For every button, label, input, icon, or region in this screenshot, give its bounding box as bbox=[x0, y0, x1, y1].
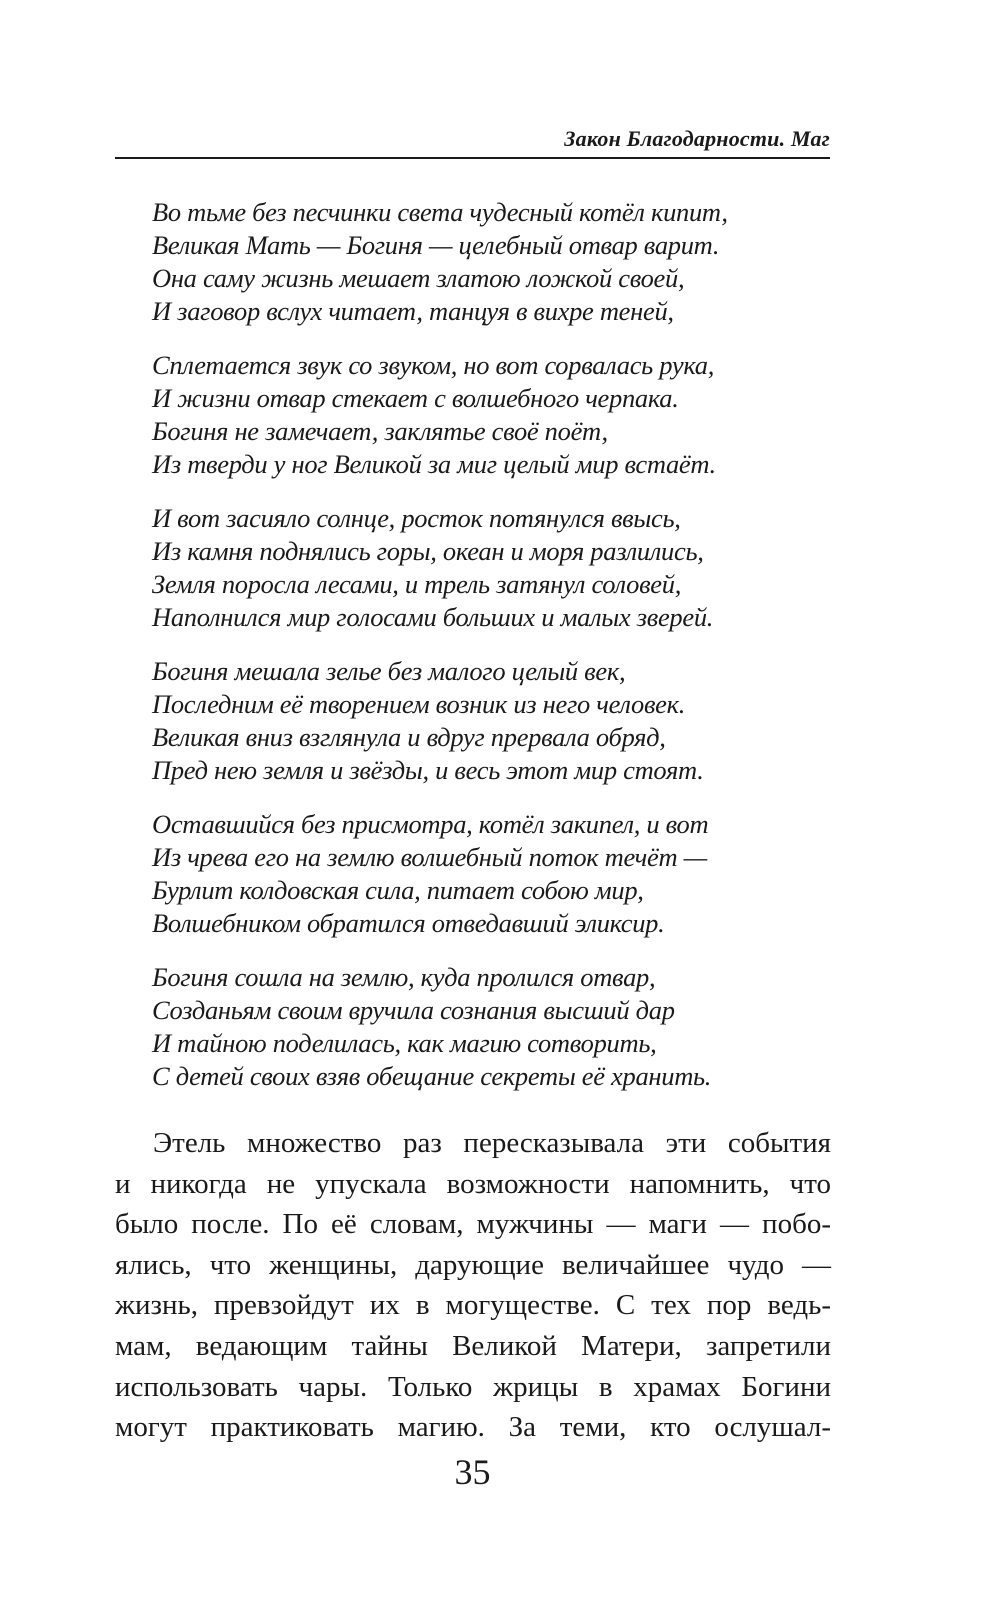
poem-stanza bbox=[152, 349, 812, 481]
prose-line: жизнь, превзойдут их в могуществе. С тех пор ведь- bbox=[115, 1289, 831, 1322]
poem-line: Великая Мать — Богиня — целебный отвар варит. bbox=[152, 230, 720, 260]
header-rule bbox=[115, 157, 830, 159]
poem-line: Оставшийся без присмотра, котёл закипел, и вот bbox=[152, 809, 709, 839]
poem-line: Из тверди у ног Великой за миг целый мир встаёт. bbox=[152, 449, 716, 479]
poem-line: Сплетается звук со звуком, но вот сорвалась рука, bbox=[152, 350, 715, 380]
poem-line: Во тьме без песчинки света чудесный котёл кипит, bbox=[152, 197, 728, 227]
page-number: 35 bbox=[454, 1452, 491, 1492]
poem-line: Она саму жизнь мешает златою ложкой своей, bbox=[152, 263, 685, 293]
poem-line: И тайною поделилась, как магию сотворить, bbox=[152, 1028, 657, 1058]
poem-stanza bbox=[152, 502, 812, 634]
poem-stanza bbox=[152, 808, 812, 940]
poem-line: Земля поросла лесами, и трель затянул соловей, bbox=[152, 569, 682, 599]
poem-line: Из чрева его на землю волшебный поток течёт — bbox=[152, 842, 707, 872]
poem-stanza bbox=[152, 196, 812, 328]
poem-line: Пред нею земля и звёзды, и весь этот мир стоят. bbox=[152, 755, 704, 785]
poem-line: Богиня не замечает, заклятье своё поёт, bbox=[152, 416, 608, 446]
poem-line: Богиня сошла на землю, куда пролился отвар, bbox=[152, 962, 656, 992]
poem-line: С детей своих взяв обещание секреты её хранить. bbox=[152, 1061, 712, 1091]
poem bbox=[152, 196, 812, 1114]
prose-line: Этель множество раз пересказывала эти события bbox=[153, 1127, 831, 1159]
poem-line: Бурлит колдовская сила, питает собою мир, bbox=[152, 875, 644, 905]
poem-line: И заговор вслух читает, танцуя в вихре теней, bbox=[152, 296, 674, 326]
poem-line: Богиня мешала зелье без малого целый век, bbox=[152, 656, 626, 686]
prose-line: и никогда не упускала возможности напомнить, что bbox=[115, 1167, 831, 1200]
poem-line: Волшебником обратился отведавший эликсир. bbox=[152, 908, 665, 938]
prose-line: мам, ведающим тайны Великой Матери, запретили bbox=[115, 1329, 831, 1362]
prose-paragraph bbox=[115, 1123, 831, 1448]
poem-stanza bbox=[152, 655, 812, 787]
poem-line: Из камня поднялись горы, океан и моря разлились, bbox=[152, 536, 704, 566]
poem-line: И вот засияло солнце, росток потянулся ввысь, bbox=[152, 503, 681, 533]
poem-line: Созданьям своим вручила сознания высший дар bbox=[152, 995, 675, 1025]
poem-line: И жизни отвар стекает с волшебного черпака. bbox=[152, 383, 679, 413]
running-head: Закон Благодарности. Маг bbox=[564, 126, 830, 151]
prose-line: использовать чары. Только жрицы в храмах Богини bbox=[115, 1370, 831, 1403]
prose-line: ялись, что женщины, дарующие величайшее чудо — bbox=[115, 1248, 831, 1281]
prose-line: могут практиковать магию. За теми, кто ослушал- bbox=[115, 1411, 831, 1444]
poem-stanza bbox=[152, 961, 812, 1093]
poem-line: Последним её творением возник из него человек. bbox=[152, 689, 686, 719]
poem-line: Великая вниз взглянула и вдруг прервала обряд, bbox=[152, 722, 666, 752]
poem-line: Наполнился мир голосами больших и малых зверей. bbox=[152, 602, 714, 632]
prose-line: было после. По её словам, мужчины — маги — побо- bbox=[115, 1208, 831, 1241]
